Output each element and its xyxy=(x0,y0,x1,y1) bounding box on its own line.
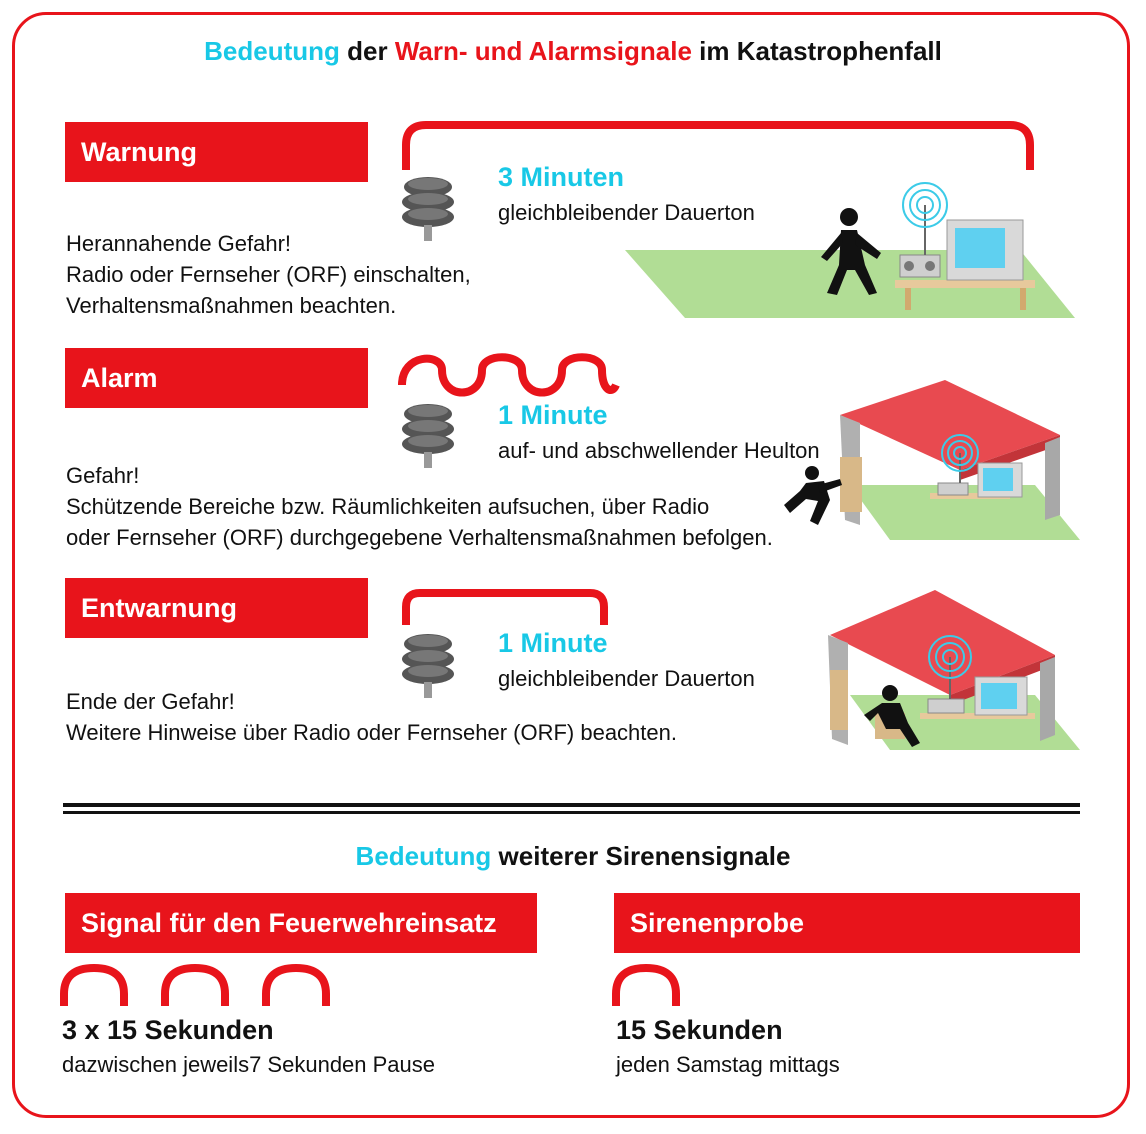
house-with-sitting-person-illustration xyxy=(820,585,1080,755)
feuerwehr-signal-arcs xyxy=(58,962,358,1012)
sirenenprobe-duration: 15 Sekunden xyxy=(616,1015,783,1045)
divider-top xyxy=(63,803,1080,807)
sirenenprobe-signal-arc xyxy=(610,962,690,1012)
entwarnung-duration: 1 Minute xyxy=(498,628,608,658)
warnung-label: Warnung xyxy=(65,122,368,182)
divider-bottom xyxy=(63,811,1080,814)
person-walking-to-tv-illustration xyxy=(625,175,1085,325)
section-subtitle: Bedeutung weiterer Sirenensignale xyxy=(355,841,791,871)
entwarnung-tone: gleichbleibender Dauerton xyxy=(498,666,755,691)
page-title: Bedeutung der Warn- und Alarmsignale im Katastrophenfall xyxy=(204,36,942,66)
warnung-tone: gleichbleibender Dauerton xyxy=(498,200,755,225)
alarm-duration: 1 Minute xyxy=(498,400,608,430)
sirenenprobe-label: Sirenenprobe xyxy=(614,893,1080,953)
alarm-description: Gefahr! Schützende Bereiche bzw. Räumlichkeiten aufsuchen, über Radio oder Fernseher (ORF) durchgegebene Verhaltensmaßnahmen befolgen. xyxy=(66,463,773,550)
entwarnung-description: Ende der Gefahr! Weitere Hinweise über Radio oder Fernseher (ORF) beachten. xyxy=(66,689,677,745)
entwarnung-label: Entwarnung xyxy=(65,578,368,638)
alarm-tone: auf- und abschwellender Heulton xyxy=(498,438,820,463)
feuerwehr-note: dazwischen jeweils7 Sekunden Pause xyxy=(62,1052,436,1077)
feuerwehr-duration: 3 x 15 Sekunden xyxy=(62,1015,274,1045)
house-with-running-person-illustration xyxy=(820,375,1080,545)
warnung-duration: 3 Minuten xyxy=(498,162,624,192)
feuerwehr-label: Signal für den Feuerwehreinsatz xyxy=(65,893,537,953)
alarm-signal-wave xyxy=(398,345,628,405)
alarm-label: Alarm xyxy=(65,348,368,408)
sirenenprobe-note: jeden Samstag mittags xyxy=(616,1052,840,1077)
warnung-description: Herannahende Gefahr! Radio oder Fernseher (ORF) einschalten, Verhaltensmaßnahmen beachten. xyxy=(66,231,471,318)
